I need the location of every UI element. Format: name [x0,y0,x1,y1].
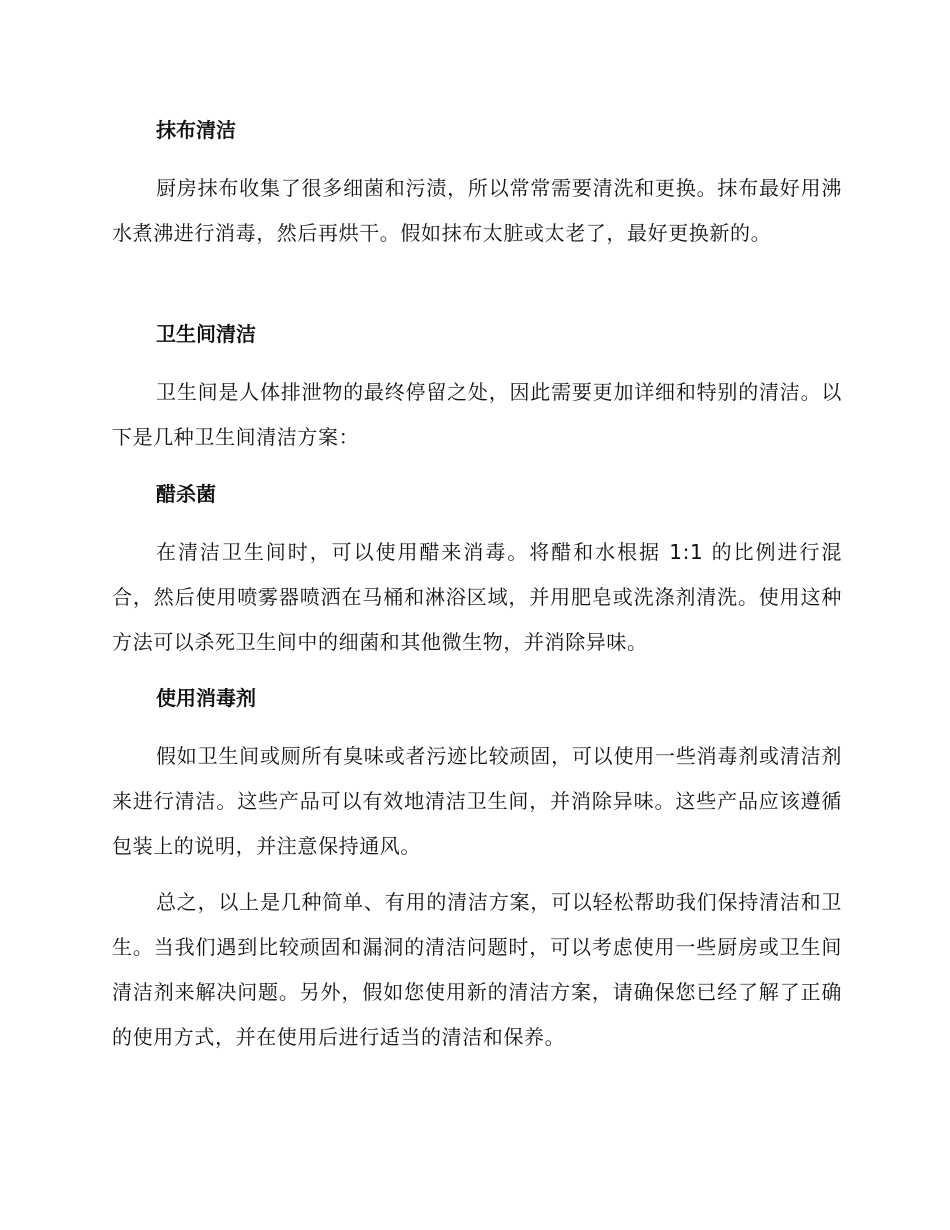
section-heading-use-disinfectant: 使用消毒剂 [156,686,256,710]
section-heading-vinegar-disinfection: 醋杀菌 [156,482,216,506]
section-paragraph-vinegar-disinfection: 在清洁卫生间时，可以使用醋来消毒。将醋和水根据 1:1 的比例进行混合，然后使用喷雾器喷洒在马桶和淋浴区域，并用肥皂或洗涤剂清洗。使用这种方法可以杀死卫生间中的细菌和其他微生物，并消除异味。 [112,540,842,654]
section-paragraph-use-disinfectant: 假如卫生间或厕所有臭味或者污迹比较顽固，可以使用一些消毒剂或清洁剂来进行清洁。这些产品可以有效地清洁卫生间，并消除异味。这些产品应该遵循包装上的说明，并注意保持通风。 [112,744,842,858]
section-paragraph-rag-cleaning: 厨房抹布收集了很多细菌和污渍，所以常常需要清洗和更换。抹布最好用沸水煮沸进行消毒，然后再烘干。假如抹布太脏或太老了，最好更换新的。 [112,176,842,245]
section-heading-rag-cleaning: 抹布清洁 [156,118,236,142]
section-heading-bathroom-cleaning: 卫生间清洁 [156,322,256,346]
conclusion-paragraph: 总之，以上是几种简单、有用的清洁方案，可以轻松帮助我们保持清洁和卫生。当我们遇到比较顽固和漏洞的清洁问题时，可以考虑使用一些厨房或卫生间清洁剂来解决问题。另外，假如您使用新的清洁方案，请确保您已经了解了正确的使用方式，并在使用后进行适当的清洁和保养。 [112,890,842,1049]
section-paragraph-bathroom-cleaning: 卫生间是人体排泄物的最终停留之处，因此需要更加详细和特别的清洁。以下是几种卫生间清洁方案： [112,380,842,449]
